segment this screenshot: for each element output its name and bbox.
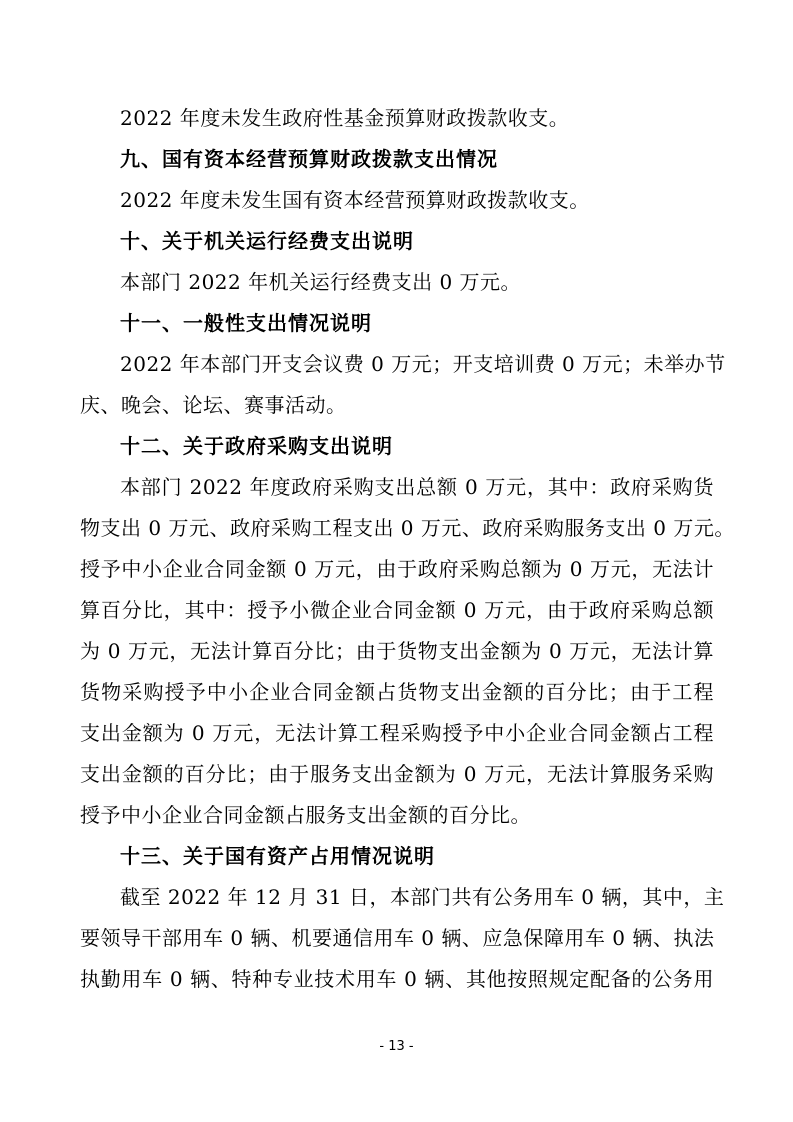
document-body [80, 98, 735, 1000]
section-heading: 十、关于机关运行经费支出说明 [120, 229, 414, 253]
section-heading: 十一、一般性支出情况说明 [120, 311, 372, 335]
paragraph-line: 2022 年度未发生政府性基金预算财政拨款收支。 [120, 106, 570, 130]
paragraph-line: 算百分比，其中：授予小微企业合同金额 0 万元，由于政府采购总额 [80, 598, 714, 622]
section-heading: 十三、关于国有资产占用情况说明 [120, 844, 435, 868]
paragraph-line: 授予中小企业合同金额 0 万元，由于政府采购总额为 0 万元，无法计 [80, 557, 714, 581]
paragraph-line: 2022 年度未发生国有资本经营预算财政拨款收支。 [120, 188, 590, 212]
section-heading: 九、国有资本经营预算财政拨款支出情况 [120, 147, 498, 171]
paragraph-line: 执勤用车 0 辆、特种专业技术用车 0 辆、其他按照规定配备的公务用 [80, 967, 714, 991]
paragraph-line: 物支出 0 万元、政府采购工程支出 0 万元、政府采购服务支出 0 万元。 [80, 516, 735, 540]
paragraph-line: 支出金额为 0 万元，无法计算工程采购授予中小企业合同金额占工程 [80, 721, 714, 745]
paragraph-line: 授予中小企业合同金额占服务支出金额的百分比。 [80, 803, 531, 827]
paragraph-line: 庆、晚会、论坛、赛事活动。 [80, 393, 347, 417]
paragraph-line: 支出金额的百分比；由于服务支出金额为 0 万元，无法计算服务采购 [80, 762, 714, 786]
paragraph-line: 本部门 2022 年机关运行经费支出 0 万元。 [120, 270, 522, 294]
paragraph-line: 2022 年本部门开支会议费 0 万元；开支培训费 0 万元；未举办节 [120, 352, 726, 376]
paragraph-line: 截至 2022 年 12 月 31 日，本部门共有公务用车 0 辆，其中，主 [120, 885, 725, 909]
section-heading: 十二、关于政府采购支出说明 [120, 434, 393, 458]
paragraph-line: 货物采购授予中小企业合同金额占货物支出金额的百分比；由于工程 [80, 680, 714, 704]
page-number: - 13 - [379, 1039, 414, 1054]
paragraph-line: 本部门 2022 年度政府采购支出总额 0 万元，其中：政府采购货 [120, 475, 714, 499]
paragraph-line: 为 0 万元，无法计算百分比；由于货物支出金额为 0 万元，无法计算 [80, 639, 714, 663]
paragraph-line: 要领导干部用车 0 辆、机要通信用车 0 辆、应急保障用车 0 辆、执法 [80, 926, 715, 950]
